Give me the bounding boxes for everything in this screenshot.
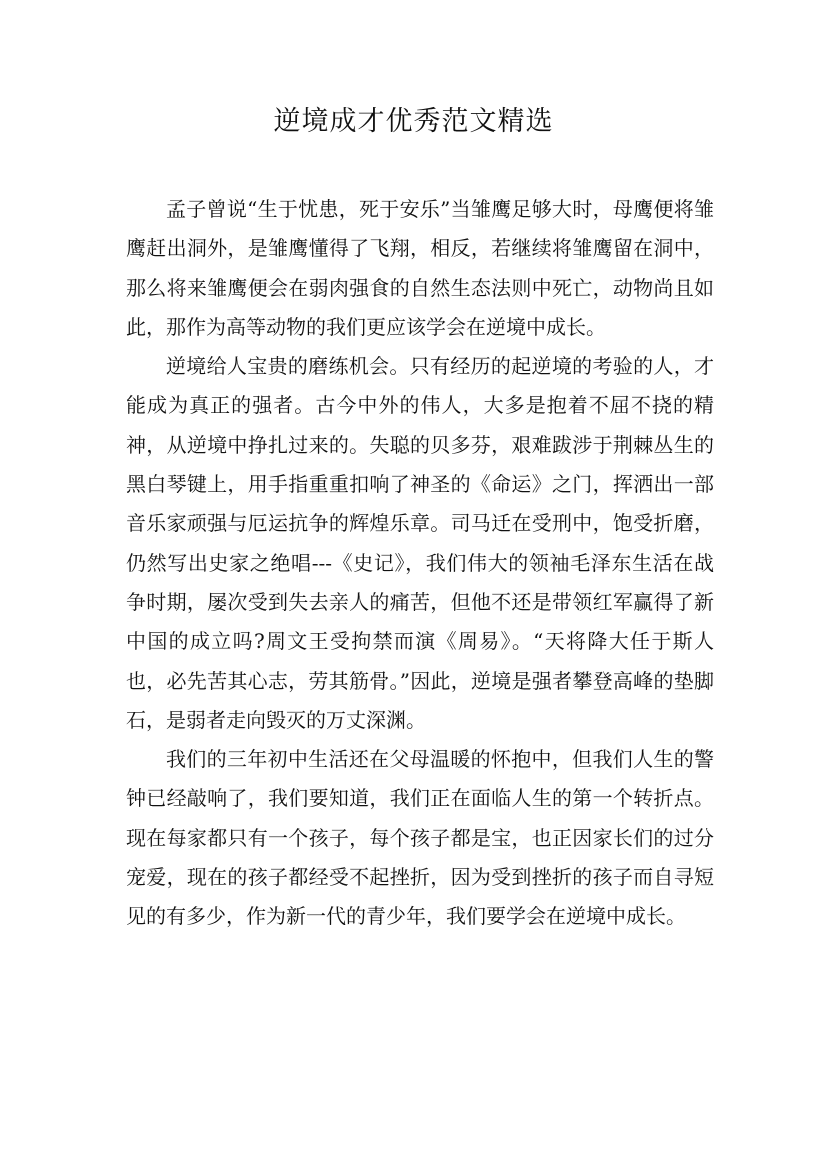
- paragraph-2: 逆境给人宝贵的磨练机会。只有经历的起逆境的考验的人，才能成为真正的强者。古今中外的伟人，大多是抱着不屈不挠的精神，从逆境中挣扎过来的。失聪的贝多芬，艰难跋涉于荆棘丛生的黑白琴键上，用手指重重扣响了神圣的《命运》之门，挥洒出一部音乐家顽强与厄运抗争的辉煌乐章。司马迁在受刑中，饱受折磨，仍然写出史家之绝唱---《史记》，我们伟大的领袖毛泽东生活在战争时期，屡次受到失去亲人的痛苦，但他不还是带领红军赢得了新中国的成立吗?周文王受拘禁而演《周易》。“天将降大任于斯人也，必先苦其心志，劳其筋骨。”因此，逆境是强者攀登高峰的垫脚石，是弱者走向毁灭的万丈深渊。: [126, 354, 714, 732]
- paragraph-1: 孟子曾说“生于忧患，死于安乐”当雏鹰足够大时，母鹰便将雏鹰赶出洞外，是雏鹰懂得了飞翔，相反，若继续将雏鹰留在洞中，那么将来雏鹰便会在弱肉强食的自然生态法则中死亡，动物尚且如此，那作为高等动物的我们更应该学会在逆境中成长。: [126, 197, 714, 339]
- document-title: 逆境成才优秀范文精选: [273, 106, 554, 137]
- paragraph-3: 我们的三年初中生活还在父母温暖的怀抱中，但我们人生的警钟已经敲响了，我们要知道，我们正在面临人生的第一个转折点。现在每家都只有一个孩子，每个孩子都是宝，也正因家长们的过分宠爱，现在的孩子都经受不起挫折，因为受到挫折的孩子而自寻短见的有多少，作为新一代的青少年，我们要学会在逆境中成长。: [126, 747, 714, 929]
- document-body: [126, 190, 714, 937]
